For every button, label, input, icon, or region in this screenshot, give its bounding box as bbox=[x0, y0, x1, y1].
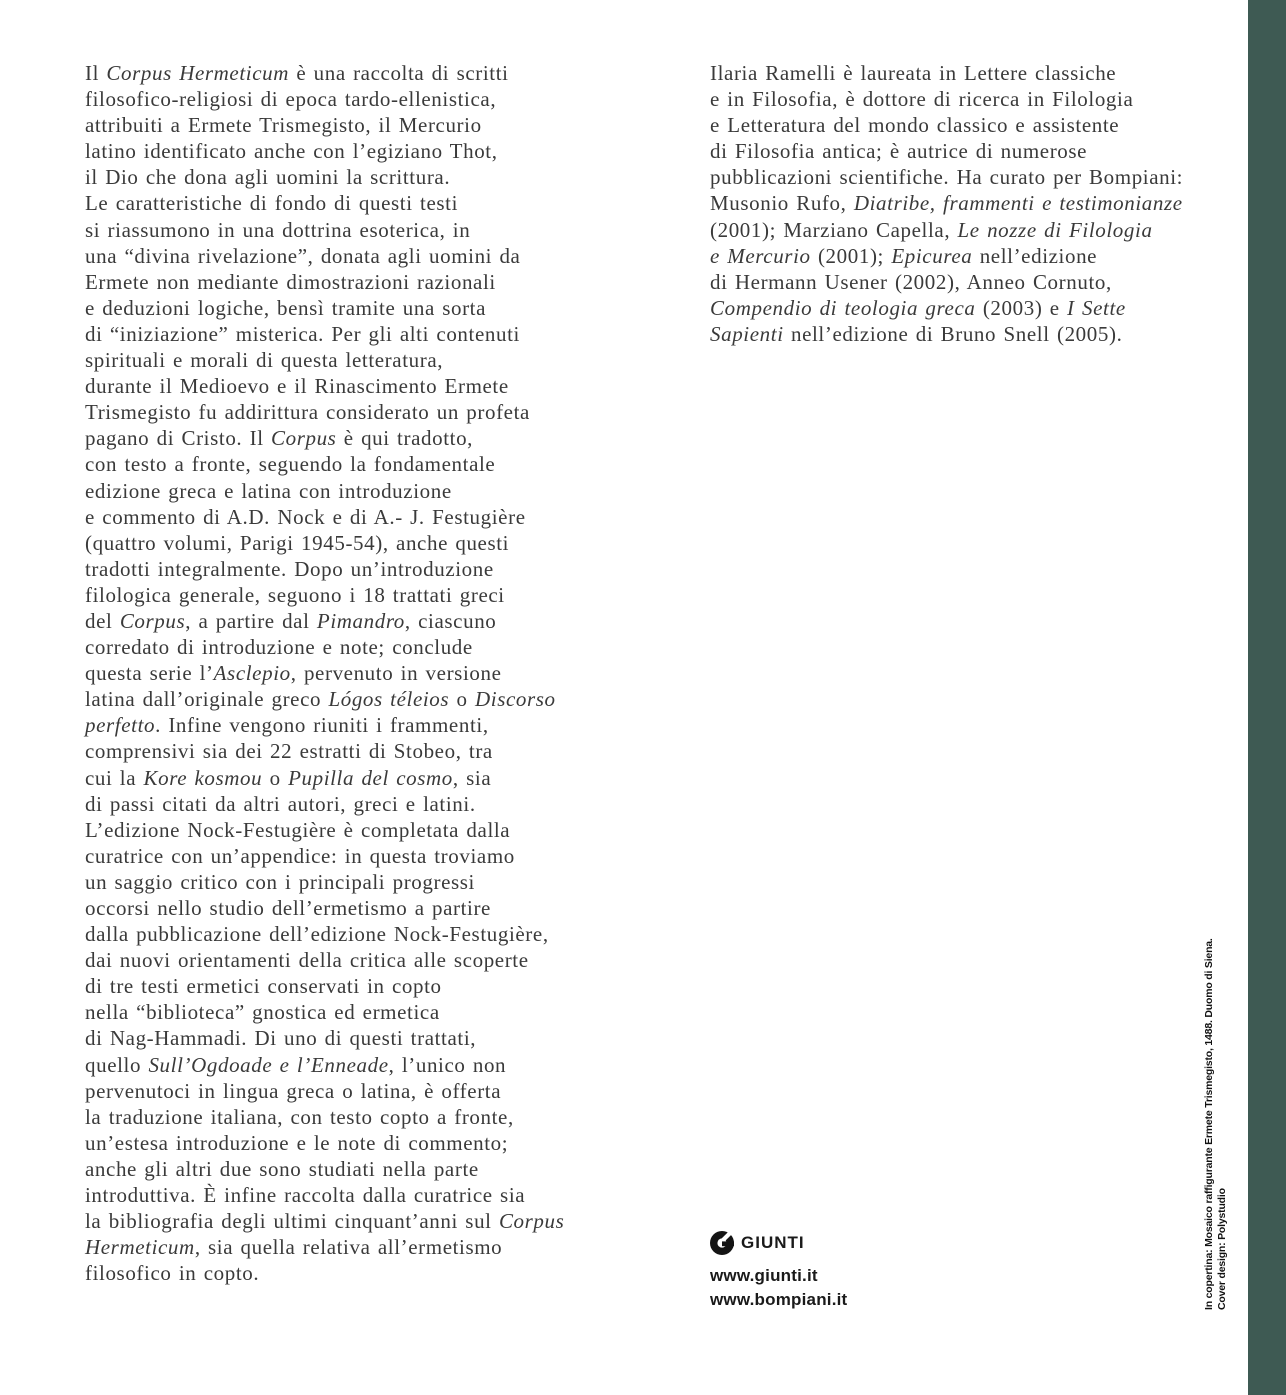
text-line: (quattro volumi, Parigi 1945-54), anche questi bbox=[85, 530, 510, 555]
giunti-g-icon bbox=[710, 1231, 734, 1255]
text-line: comprensivi sia dei 22 estratti di Stobeo, tra bbox=[85, 739, 493, 764]
text-line: un’estesa introduzione e le note di commento; bbox=[85, 1130, 509, 1155]
text-line: con testo a fronte, seguendo la fondamentale bbox=[85, 452, 496, 477]
text-line: pubblicazioni scientifiche. Ha curato per Bompiani: bbox=[710, 165, 1184, 190]
text-line: quello Sull’Ogdoade e l’Enneade, l’unico non bbox=[85, 1052, 507, 1077]
text-line: la traduzione italiana, con testo copto a fronte, bbox=[85, 1104, 514, 1129]
text-line: Trismegisto fu addirittura considerato un profeta bbox=[85, 400, 530, 425]
text-line: dai nuovi orientamenti della critica alle scoperte bbox=[85, 948, 529, 973]
text-line: edizione greca e latina con introduzione bbox=[85, 478, 452, 503]
text-line: pervenutoci in lingua greca o latina, è offerta bbox=[85, 1078, 502, 1103]
giunti-logo bbox=[710, 1231, 847, 1255]
text-line: Sapienti nell’edizione di Bruno Snell (2005). bbox=[710, 321, 1123, 346]
text-line: e deduzioni logiche, bensì tramite una sorta bbox=[85, 295, 487, 320]
text-line: cui la Kore kosmou o Pupilla del cosmo, sia bbox=[85, 765, 492, 790]
text-line: perfetto. Infine vengono riuniti i frammenti, bbox=[85, 713, 489, 738]
text-line: Ermete non mediante dimostrazioni razionali bbox=[85, 269, 496, 294]
text-line: latino identificato anche con l’egiziano Thot, bbox=[85, 139, 498, 164]
text-line: Hermeticum, sia quella relativa all’ermetismo bbox=[85, 1235, 503, 1260]
text-line: del Corpus, a partire dal Pimandro, ciascuno bbox=[85, 608, 497, 633]
text-line: Ilaria Ramelli è laureata in Lettere classiche bbox=[710, 61, 1117, 85]
text-line: di “iniziazione” misterica. Per gli alti contenuti bbox=[85, 321, 520, 346]
text-line: anche gli altri due sono studiati nella parte bbox=[85, 1156, 479, 1181]
text-line: di Hermann Usener (2002), Anneo Cornuto, bbox=[710, 269, 1112, 294]
text-line: di tre testi ermetici conservati in copto bbox=[85, 974, 442, 999]
text-line: tradotti integralmente. Dopo un’introduzione bbox=[85, 556, 494, 581]
text-line: la bibliografia degli ultimi cinquant’anni sul Corpus bbox=[85, 1209, 565, 1234]
cover-image-credit: In copertina: Mosaico raffigurante Ermete Trismegisto, 1488. Duomo di Siena. bbox=[1203, 938, 1215, 1310]
author-bio-column bbox=[710, 60, 1220, 347]
text-line: occorsi nello studio dell’ermetismo a partire bbox=[85, 896, 491, 920]
text-line: Il Corpus Hermeticum è una raccolta di scritti bbox=[85, 61, 509, 85]
text-line: latina dall’originale greco Lógos téleios o Discorso bbox=[85, 687, 556, 712]
cover-credits-vertical bbox=[1203, 840, 1229, 1310]
text-line: Compendio di teologia greca (2003) e I Sette bbox=[710, 295, 1126, 320]
description-text-column bbox=[85, 60, 645, 1286]
text-line: di passi citati da altri autori, greci e latini. bbox=[85, 791, 476, 816]
text-line: L’edizione Nock-Festugière è completata dalla bbox=[85, 817, 511, 842]
text-line: corredato di introduzione e note; conclude bbox=[85, 635, 473, 660]
text-line: di Filosofia antica; è autrice di numerose bbox=[710, 139, 1088, 164]
text-line: e commento di A.D. Nock e di A.- J. Festugière bbox=[85, 504, 526, 529]
cover-design-credit: Cover design: Polystudio bbox=[1216, 1188, 1228, 1310]
text-line: una “divina rivelazione”, donata agli uomini da bbox=[85, 243, 521, 268]
text-line: dalla pubblicazione dell’edizione Nock-Festugière, bbox=[85, 922, 549, 947]
text-line: attribuiti a Ermete Trismegisto, il Mercurio bbox=[85, 113, 482, 138]
text-line: e Letteratura del mondo classico e assistente bbox=[710, 113, 1120, 138]
text-line: spirituali e morali di questa letteratura, bbox=[85, 348, 444, 373]
text-line: (2001); Marziano Capella, Le nozze di Filologia bbox=[710, 217, 1153, 242]
text-line: Le caratteristiche di fondo di questi testi bbox=[85, 191, 459, 216]
text-line: il Dio che dona agli uomini la scrittura. bbox=[85, 165, 451, 190]
publisher-block bbox=[710, 1231, 847, 1312]
text-line: filosofico-religiosi di epoca tardo-ellenistica, bbox=[85, 87, 497, 112]
giunti-url: www.giunti.it bbox=[710, 1266, 818, 1285]
text-line: di Nag-Hammadi. Di uno di questi trattati, bbox=[85, 1026, 477, 1051]
text-line: un saggio critico con i principali progressi bbox=[85, 869, 475, 894]
text-line: filosofico in copto. bbox=[85, 1261, 260, 1286]
text-line: e in Filosofia, è dottore di ricerca in Filologia bbox=[710, 87, 1134, 112]
text-line: questa serie l’Asclepio, pervenuto in versione bbox=[85, 661, 502, 686]
text-line: nella “biblioteca” gnostica ed ermetica bbox=[85, 1000, 440, 1025]
publisher-urls bbox=[710, 1264, 847, 1312]
text-line: curatrice con un’appendice: in questa troviamo bbox=[85, 843, 515, 868]
text-line: durante il Medioevo e il Rinascimento Ermete bbox=[85, 374, 509, 399]
text-line: filologica generale, seguono i 18 trattati greci bbox=[85, 582, 505, 607]
text-line: e Mercurio (2001); Epicurea nell’edizione bbox=[710, 243, 1098, 268]
flap-edge-stripe bbox=[1248, 0, 1286, 1395]
giunti-logo-label: GIUNTI bbox=[741, 1233, 805, 1252]
text-line: Musonio Rufo, Diatribe, frammenti e testimonianze bbox=[710, 191, 1183, 216]
text-line: si riassumono in una dottrina esoterica, in bbox=[85, 217, 471, 242]
text-line: introduttiva. È infine raccolta dalla curatrice sia bbox=[85, 1183, 526, 1208]
text-line: pagano di Cristo. Il Corpus è qui tradotto, bbox=[85, 426, 474, 451]
bompiani-url: www.bompiani.it bbox=[710, 1290, 848, 1309]
